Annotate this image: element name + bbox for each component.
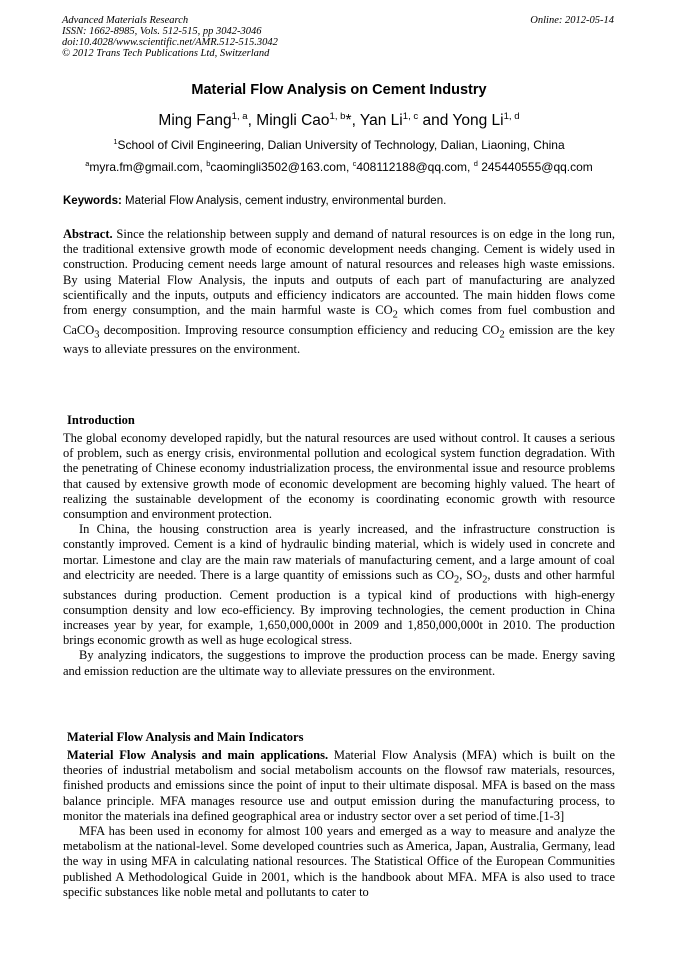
author-list <box>0 112 678 130</box>
author-affil-mark: 1, d <box>503 110 520 122</box>
abstract-text: emission are the key ways to alleviate pressures on the environment. <box>63 322 615 357</box>
paragraph-text: In China, the housing construction area is yearly increased, and the infrastructure construction is constantly improved. Cement is a kind of hydraulic binding material, which is widely used in concrete and mortar. Limestone and clay are the main raw materials of manufacturing cement, and a large amount of coal and electricity are needed. There is a large quantity of emissions such as <box>63 522 615 582</box>
formula-co2: CO <box>482 322 500 337</box>
formula-subscript: 2 <box>392 309 398 321</box>
author-name: Yan Li <box>359 112 403 129</box>
formula-so2: SO <box>466 567 483 582</box>
email-separator: , <box>199 160 207 174</box>
abstract-text: which comes from fuel combustion and <box>397 303 616 318</box>
email-separator: , <box>467 160 474 174</box>
formula-caco3: CaCO <box>63 322 95 337</box>
affiliation-mark: 1 <box>113 137 118 146</box>
formula-co2: CO <box>436 567 455 582</box>
journal-header <box>62 15 278 59</box>
section-heading: Material Flow Analysis and Main Indicators <box>67 730 304 744</box>
email-mark: c <box>352 159 357 168</box>
paragraph <box>63 522 615 648</box>
abstract-text: Since the relationship between supply and demand of natural resources is on edge in the long run, the traditional extensive growth mode of economic development needs changing. Cement is widely used in construction. Producing cement needs large amount of natural resources and releases high waste emissions. By using Material Flow Analysis, the inputs and outputs of each part of manufacturing are analyzed scientifically and the inputs, outputs and efficiency indicators are accounted. The main hidden flows come from energy consumption, and the main harmful waste is <box>63 227 615 318</box>
formula-separator: , <box>459 567 467 582</box>
mfa-section <box>63 730 615 900</box>
introduction-section <box>63 413 615 679</box>
keywords <box>63 195 615 207</box>
formula-subscript: 3 <box>94 329 100 341</box>
formula-subscript: 2 <box>482 574 488 586</box>
author-affil-mark: 1, b <box>329 110 346 122</box>
paper-title: Material Flow Analysis on Cement Industry <box>191 82 487 98</box>
copyright-line: © 2012 Trans Tech Publications Ltd, Switzerland <box>62 48 270 59</box>
email-link[interactable]: caomingli3502@163.com <box>210 160 346 174</box>
email-list <box>0 160 678 174</box>
author-name: Ming Fang <box>158 112 232 129</box>
email-link[interactable]: 245440555@qq.com <box>477 160 593 174</box>
abstract <box>63 227 615 358</box>
email-separator: , <box>345 160 353 174</box>
email-link[interactable]: 408112188@qq.com <box>356 160 468 174</box>
paragraph-text: Material Flow Analysis (MFA) which is built on the theories of industrial metabolism and social metabolism accounts on the flowsof raw materials, resources, finished products and emissions since the point of input to their ultimate disposal. MFA is based on the mass balance principle. MFA manages resource use and output emission during the manufacturing process, to monitor the materials ina defined geographical area or industry sector over a set period of time.[1-3] <box>63 748 615 823</box>
paragraph: By analyzing indicators, the suggestions to improve the production process can be made. Energy saving and emission reduction are the ultimate way to alleviate pressures on the environment. <box>63 648 615 678</box>
paragraph <box>63 748 615 824</box>
abstract-paragraph <box>63 227 615 358</box>
author-separator: , <box>247 112 257 129</box>
author-separator: , <box>351 112 360 129</box>
doi-link[interactable]: doi:10.4028/www.scientific.net/AMR.512-515.3042 <box>62 37 278 48</box>
formula-co2: CO <box>375 303 393 318</box>
journal-name: Advanced Materials Research <box>62 15 189 26</box>
affiliation-text: School of Civil Engineering, Dalian University of Technology, Dalian, Liaoning, China <box>117 138 565 152</box>
abstract-text: decomposition. Improving resource consumption efficiency and reducing <box>99 322 483 337</box>
author-affil-mark: 1, a <box>231 110 248 122</box>
email-mark: d <box>473 159 478 168</box>
author-separator: and <box>418 112 453 129</box>
paragraph: MFA has been used in economy for almost 100 years and emerged as a way to measure and analyze the metabolism at the national-level. Some developed countries such as America, Japan, Australia, Germany, lead the way in using MFA in calculating national resources. The Statistical Office of the European Communities published A Methodological Guide in 2001, which is the handbook about MFA. MFA is also used to trace specific substances like noble metal and pollutants to cater to <box>63 824 615 899</box>
keywords-label: Keywords: <box>63 195 122 207</box>
affiliation <box>0 138 678 152</box>
email-link[interactable]: myra.fm@gmail.com <box>89 160 200 174</box>
paragraph-text: , dusts and other harmful substances during production. Cement production is a typical kind of productions with high-energy consumption density and low eco-efficiency. By improving technologies, the cement production in China increases year by year, for example, 1,650,000,000t in 2009 and 1,850,000,000t in 2010. The production brings economic growth as well as huge ecological stress. <box>63 567 615 648</box>
corresponding-mark: * <box>345 112 352 129</box>
author-name: Mingli Cao <box>256 112 330 129</box>
author-affil-mark: 1, c <box>402 110 419 122</box>
email-mark: b <box>206 159 211 168</box>
formula-subscript: 2 <box>454 574 460 586</box>
keywords-text: Material Flow Analysis, cement industry, environmental burden. <box>121 195 447 207</box>
subsection-label: Material Flow Analysis and main applications. <box>67 748 329 762</box>
abstract-label: Abstract. <box>63 227 113 241</box>
author-name: Yong Li <box>452 112 504 129</box>
section-heading: Introduction <box>67 413 135 427</box>
email-mark: a <box>85 159 90 168</box>
paragraph: The global economy developed rapidly, but the natural resources are used without control. It causes a serious of problem, such as energy crisis, environmental pollution and ecological system function degradation. With the penetrating of Chinese economy industrialization process, the environmental issue and resource problems that caused by extensive growth mode of economic development are becoming highly valued. The heart of realizing the sustainable development of the economy is coordinating economic growth with resource consumption and environment protection. <box>63 431 615 522</box>
issn-line: ISSN: 1662-8985, Vols. 512-515, pp 3042-3046 <box>62 26 262 37</box>
formula-subscript: 2 <box>499 329 505 341</box>
online-date: Online: 2012-05-14 <box>530 15 614 26</box>
